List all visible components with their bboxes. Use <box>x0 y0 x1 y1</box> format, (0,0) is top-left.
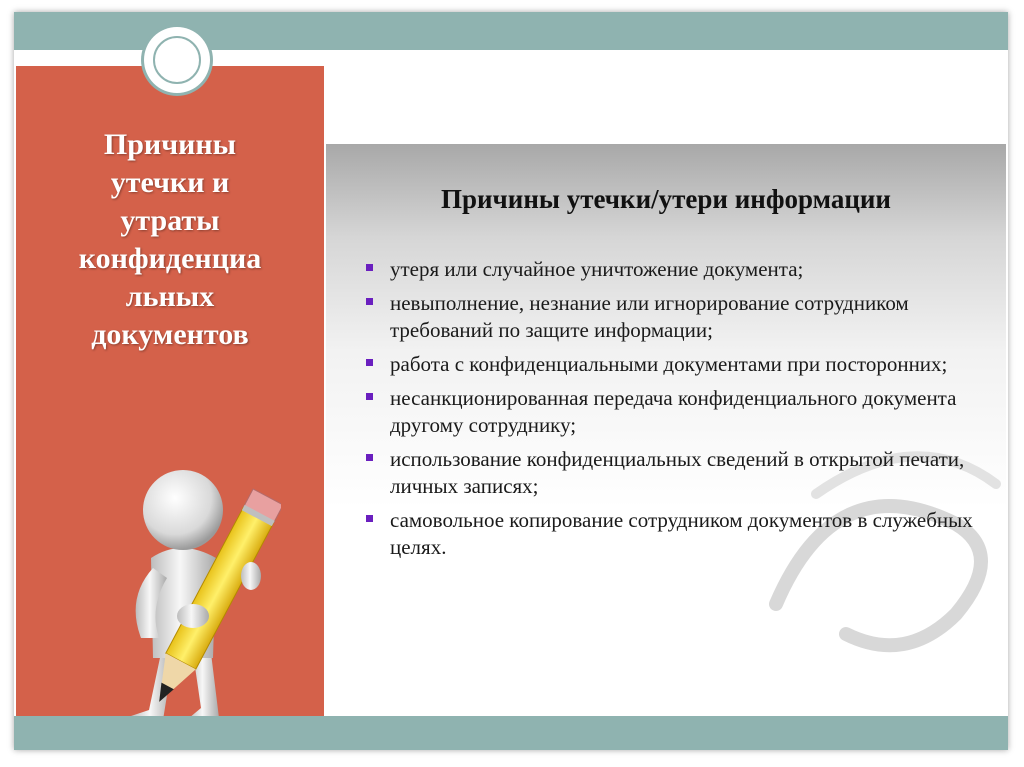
list-item <box>362 385 992 439</box>
list-item <box>362 446 992 500</box>
list-item-text: самовольное копирование сотрудником документов в служебных целях. <box>390 508 973 559</box>
list-item <box>362 290 992 344</box>
bullet-square-icon <box>366 298 373 305</box>
bullet-square-icon <box>366 515 373 522</box>
content-box <box>326 144 1006 664</box>
circle-ornament-icon <box>144 27 210 93</box>
list-item-text: работа с конфиденциальными документами при посторонних; <box>390 352 948 376</box>
list-item-text: утеря или случайное уничтожение документа; <box>390 257 804 281</box>
list-item-text: использование конфиденциальных сведений в открытой печати, личных записях; <box>390 447 965 498</box>
list-item <box>362 507 992 561</box>
content-title: Причины утечки/утери информации <box>440 184 891 214</box>
bullet-square-icon <box>366 393 373 400</box>
bullet-list <box>362 256 992 568</box>
list-item-text: несанкционированная передача конфиденциального документа другому сотруднику; <box>390 386 957 437</box>
list-item-text: невыполнение, незнание или игнорирование сотрудником требований по защите информации; <box>390 291 909 342</box>
sidebar-panel <box>16 66 324 716</box>
bottom-band <box>14 716 1008 750</box>
person-with-pencil-icon <box>101 438 281 738</box>
bullet-square-icon <box>366 454 373 461</box>
bullet-square-icon <box>366 359 373 366</box>
bullet-square-icon <box>366 264 373 271</box>
slide <box>14 12 1008 750</box>
sidebar-title: Причины утечки и утраты конфиденциа льных документов <box>78 128 262 351</box>
list-item <box>362 256 992 283</box>
list-item <box>362 351 992 378</box>
